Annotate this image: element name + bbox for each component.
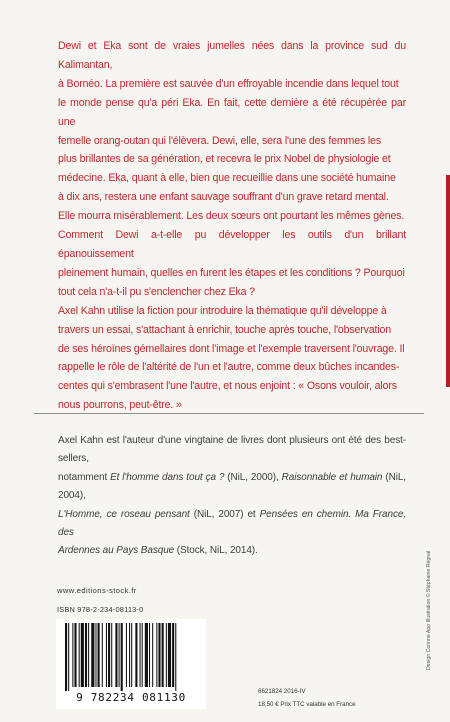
section-divider bbox=[34, 413, 424, 414]
blurb-line: le monde pense qu'a péri Eka. En fait, cette dernière a été récupérée par une bbox=[58, 96, 406, 128]
barcode-bar bbox=[166, 623, 167, 687]
barcode-bar bbox=[98, 623, 100, 687]
blurb-line: pleinement humain, quelles en furent les étapes et les conditions ? Pourquoi bbox=[58, 266, 405, 279]
barcode-bar bbox=[142, 623, 143, 687]
book-title: Pensées en chemin. Ma France, des bbox=[58, 508, 407, 539]
barcode-bar bbox=[158, 623, 160, 687]
blurb-line: Elle mourra misérablement. Les deux sœurs ont pourtant les mêmes gènes. bbox=[58, 210, 405, 223]
blurb-line: tout cela n'a-t-il pu s'enclencher chez Eka ? bbox=[58, 285, 255, 298]
barcode-bar bbox=[102, 623, 103, 687]
blurb-line: de ses héroïnes gémellaires dont l'image et l'exemple traversent l'ouvrage. Il bbox=[58, 342, 405, 355]
bio-line: notamment Et l'homme dans tout ça ? (NiL, 2000), Raisonnable et humain (NiL, 2004), bbox=[58, 471, 406, 502]
barcode-bar bbox=[88, 623, 89, 687]
author-bio bbox=[58, 432, 406, 561]
barcode-bar bbox=[145, 623, 148, 687]
barcode-bars-icon bbox=[56, 619, 206, 693]
barcode-bar bbox=[108, 623, 110, 687]
barcode-bar bbox=[126, 623, 127, 687]
publisher-website: www.editions-stock.fr bbox=[57, 586, 137, 595]
barcode-bar bbox=[131, 623, 132, 687]
barcode-bar bbox=[135, 623, 137, 687]
barcode-bar bbox=[95, 623, 96, 687]
barcode-bar bbox=[74, 623, 76, 687]
barcode-bar bbox=[168, 623, 171, 687]
barcode-bar bbox=[121, 623, 123, 693]
design-credit: Design Corinne App Illustration © Stéphanie Régnal bbox=[426, 550, 432, 670]
barcode-bar bbox=[115, 623, 117, 687]
blurb-line: à dix ans, restera une enfant sauvage souffrant d'un grave retard mental. bbox=[58, 191, 389, 204]
barcode-bar bbox=[140, 623, 141, 687]
blurb-line: femelle orang-outan qui l'élèvera. Dewi, elle, sera l'une des femmes les bbox=[58, 134, 381, 147]
internal-reference: 6621824 2016-IV bbox=[258, 688, 306, 695]
barcode-bar bbox=[68, 623, 69, 693]
barcode-bar bbox=[106, 623, 107, 687]
price-label: 18,50 € Prix TTC valable en France bbox=[258, 701, 356, 708]
blurb-line: médecine. Eka, quant à elle, bien que recueillie dans une société humaine bbox=[58, 172, 396, 185]
barcode-bar bbox=[81, 623, 84, 687]
blurb-line: Dewi et Eka sont de vraies jumelles nées dans la province sud du Kalimantan, bbox=[58, 40, 406, 71]
barcode-bar bbox=[129, 623, 130, 687]
barcode-bar bbox=[65, 623, 67, 693]
bio-line: Ardennes au Pays Basque (Stock, NiL, 2014). bbox=[58, 545, 258, 557]
bio-line: Axel Kahn est l'auteur d'une vingtaine de livres dont plusieurs ont été des best-sellers, bbox=[58, 435, 406, 465]
red-accent-rule bbox=[446, 175, 450, 387]
barcode-bar bbox=[172, 623, 174, 687]
barcode-bar bbox=[162, 623, 164, 687]
book-title: Et l'homme dans tout ça ? bbox=[110, 471, 225, 483]
blurb-line: plus brillantes de sa génération, et recevra le prix Nobel de physiologie et bbox=[58, 153, 391, 166]
barcode-digits: 9 782234 081130 bbox=[56, 691, 206, 704]
blurb-line: nous pourrons, peut-être. » bbox=[58, 399, 182, 412]
book-title: Ardennes au Pays Basque bbox=[58, 545, 175, 557]
barcode-bar bbox=[119, 623, 120, 687]
blurb-line: travers un essai, s'attachant à enrichir, touche après touche, l'observation bbox=[58, 323, 392, 336]
blurb-line: Axel Kahn utilise la fiction pour introduire la thématique qu'il développe à bbox=[58, 304, 387, 317]
blurb-line: Comment Dewi a-t-elle pu développer les outils d'un brillant épanouissement bbox=[58, 229, 406, 260]
barcode bbox=[56, 619, 206, 709]
book-title: Raisonnable et humain bbox=[281, 471, 383, 483]
barcode-bar bbox=[79, 623, 80, 687]
isbn-number: ISBN 978-2-234-08113-0 bbox=[57, 605, 144, 614]
bio-line: L'Homme, ce roseau pensant (NiL, 2007) et Pensées en chemin. Ma France, des bbox=[58, 508, 407, 539]
blurb-line: à Bornéo. La première est sauvée d'un effroyable incendie dans lequel tout bbox=[58, 77, 399, 90]
blurb-line: centes qui s'embrasent l'une l'autre, et nous enjoint : « Osons vouloir, alors bbox=[58, 380, 397, 393]
book-title: L'Homme, ce roseau pensant bbox=[58, 508, 190, 520]
barcode-bar bbox=[156, 623, 157, 687]
barcode-bar bbox=[152, 623, 153, 687]
barcode-bar bbox=[111, 623, 112, 687]
barcode-bar bbox=[175, 623, 176, 693]
barcode-bar bbox=[85, 623, 87, 687]
barcode-bar bbox=[72, 623, 73, 687]
blurb-line: rappelle le rôle de l'altérité de l'un et l'autre, comme deux bûches incandes- bbox=[58, 361, 400, 374]
back-cover-blurb bbox=[58, 37, 406, 415]
barcode-bar bbox=[91, 623, 94, 687]
barcode-bar bbox=[149, 623, 150, 687]
